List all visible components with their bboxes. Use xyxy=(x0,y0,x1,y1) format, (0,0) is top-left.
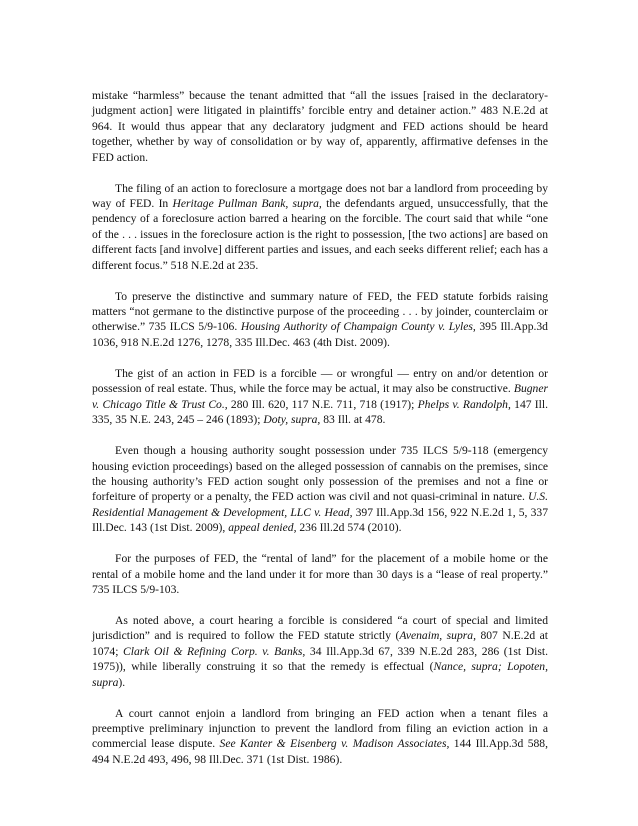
paragraph xyxy=(92,289,548,351)
paragraph xyxy=(92,551,548,597)
body-text: 236 Ill.2d 574 (2010). xyxy=(296,521,402,535)
body-text: The gist of an action in FED is a forcible — or wrongful — entry on and/or detention or possession of real estate. Thus, while the force may be actual, it may also be constructive. xyxy=(92,366,548,396)
paragraph xyxy=(92,88,548,165)
body-text: 34 Ill.App.3d 67, 339 N.E.2d 283, 286 (1st Dist. 1975)), while liberally construing it so that the remedy is effectual ( xyxy=(92,644,548,674)
citation-italic-text: Housing Authority of Champaign County v. Lyles, xyxy=(240,320,476,334)
body-text: Even though a housing authority sought possession under 735 ILCS 5/9-118 (emergency housing eviction proceedings) based on the alleged possession of cannabis on the premises, since the housing authority’s FED action sought only possession of the premises and not a fine or forfeiture of property or a penalty, the FED action was civil and not quasi-criminal in nature. xyxy=(92,444,548,504)
body-text: For the purposes of FED, the “rental of land” for the placement of a mobile home or the rental of a mobile home and the land under it for more than 30 days is a “lease of real property.” 735 ILCS 5/9-103. xyxy=(92,552,548,596)
body-text: 144 Ill.App.3d 588, 494 N.E.2d 493, 496, 98 Ill.Dec. 371 (1st Dist. 1986). xyxy=(92,737,548,766)
citation-italic-text: Nance, supra; Lopoten, supra xyxy=(92,660,548,689)
paragraph xyxy=(92,706,548,768)
citation-italic-text: Heritage Pullman Bank, supra, xyxy=(172,197,322,211)
citation-italic-text: See Kanter & Eisenberg v. Madison Associates, xyxy=(219,737,450,751)
document-page xyxy=(92,88,548,783)
citation-italic-text: Doty, supra, xyxy=(263,413,321,427)
body-text: mistake “harmless” because the tenant admitted that “all the issues [raised in the declaratory-judgment action] were litigated in plaintiffs’ forcible entry and detainer action.” 483 N.E.2d at 964. It would thus appear that any declaratory judgment and FED actions should be heard together, whether by way of consolidation or by way of, apparently, affirmative defenses in the FED action. xyxy=(92,89,548,164)
body-text: 397 Ill.App.3d 156, 922 N.E.2d 1, 5, 337 Ill.Dec. 143 (1st Dist. 2009), xyxy=(92,505,548,535)
body-text: 395 Ill.App.3d 1036, 918 N.E.2d 1276, 1278, 335 Ill.Dec. 463 (4th Dist. 2009). xyxy=(92,320,548,349)
body-text: The filing of an action to foreclosure a mortgage does not bar a landlord from proceeding by way of FED. In xyxy=(92,181,548,211)
citation-italic-text: Avenaim, supra, xyxy=(399,629,476,643)
body-text: the defendants argued, unsuccessfully, that the pendency of a foreclosure action barred a hearing on the forcible. The court said that while “one of the . . . issues in the foreclosure action is the right to possession, [the two actions] are based on different facts [and involve] different parties and issues, and each seeks different relief; each has a different focus.” 518 N.E.2d at 235. xyxy=(92,197,548,272)
paragraph xyxy=(92,443,548,535)
body-text: 147 Ill. 335, 35 N.E. 243, 245 – 246 (1893); xyxy=(92,397,549,427)
body-text: ). xyxy=(118,675,126,689)
body-text: 280 Ill. 620, 117 N.E. 711, 718 (1917); xyxy=(227,397,418,411)
paragraph xyxy=(92,613,548,690)
body-text: As noted above, a court hearing a forcible is considered “a court of special and limited jurisdiction” and is required to follow the FED statute strictly ( xyxy=(92,613,548,643)
body-text: 807 N.E.2d at 1074; xyxy=(92,629,548,658)
citation-italic-text: appeal denied, xyxy=(228,521,297,535)
body-text: A court cannot enjoin a landlord from bringing an FED action when a tenant files a preemptive preliminary injunction to prevent the landlord from filing an eviction action in a commercial lease dispute. xyxy=(92,706,548,751)
body-text: To preserve the distinctive and summary nature of FED, the FED statute forbids raising matters “not germane to the distinctive purpose of the proceeding . . . by joinder, counterclaim or otherwise.” 735 ILCS 5/9-106. xyxy=(92,289,548,334)
citation-italic-text: Bugner v. Chicago Title & Trust Co., xyxy=(92,382,548,411)
paragraph xyxy=(92,366,548,428)
citation-italic-text: Phelps v. Randolph, xyxy=(417,397,511,411)
citation-italic-text: Clark Oil & Refining Corp. v. Banks, xyxy=(123,644,306,658)
body-text: 83 Ill. at 478. xyxy=(320,413,386,427)
paragraph xyxy=(92,181,548,273)
citation-italic-text: U.S. Residential Management & Development, LLC v. Head, xyxy=(92,490,548,519)
